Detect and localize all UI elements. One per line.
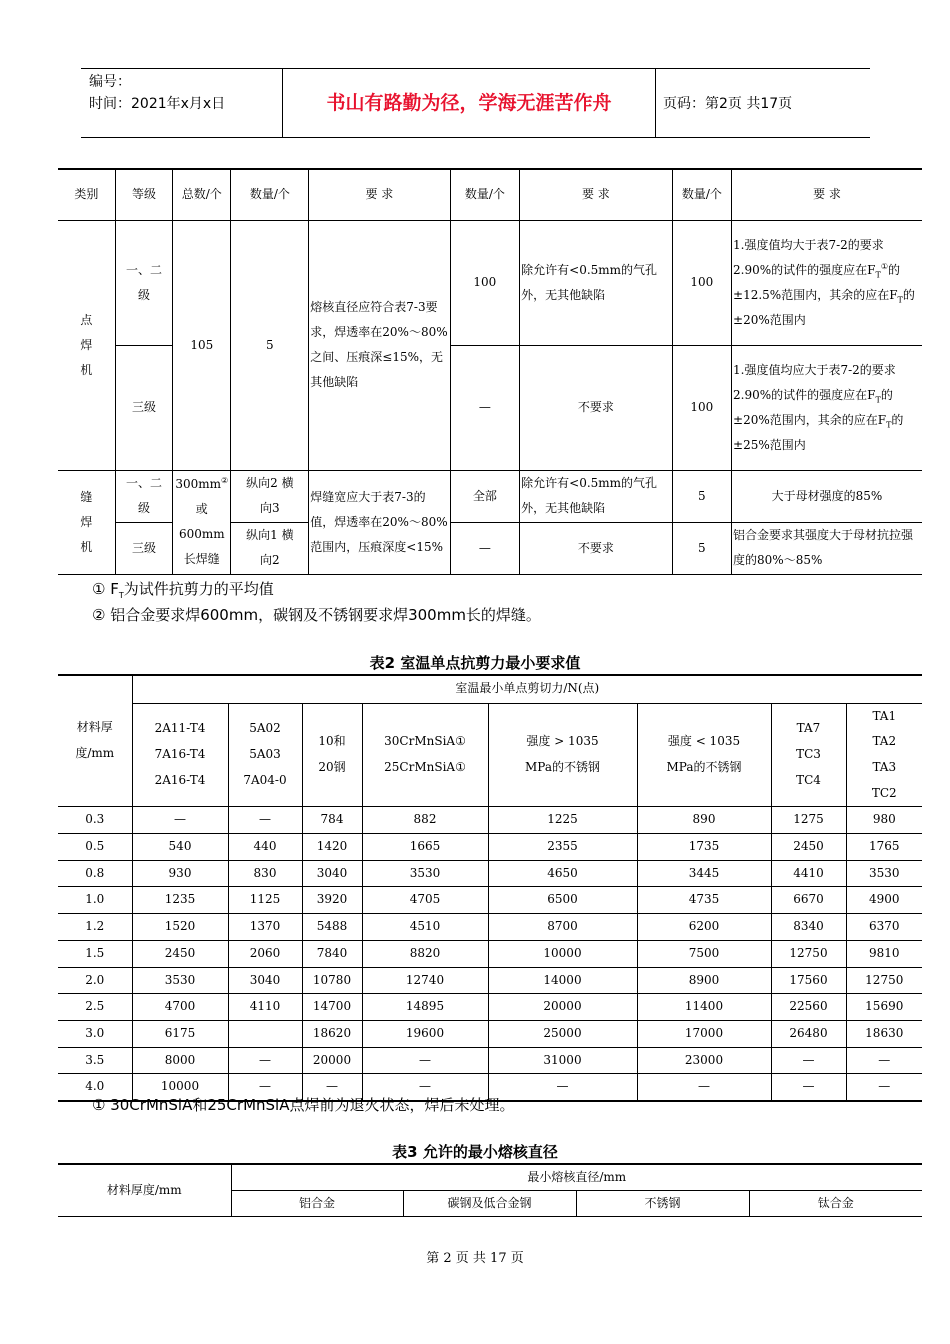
value-cell: 12750 [846, 967, 922, 994]
shear-force-table [58, 674, 922, 1102]
table-row [58, 1020, 922, 1047]
table-note: ② 铝合金要求焊600mm，碳钢及不锈钢要求焊300mm长的焊缝。 [92, 606, 541, 624]
value-cell: — [846, 1074, 922, 1101]
value-cell: 6370 [846, 914, 922, 941]
table-row [58, 834, 922, 861]
value-cell: 4900 [846, 887, 922, 914]
requirement-cell: 不要求 [520, 522, 673, 574]
table-row [58, 887, 922, 914]
header-motto: 书山有路勤为径，学海无涯苦作舟 [282, 69, 656, 137]
value-cell: — [846, 1047, 922, 1074]
grade-cell: 一、二级 [115, 220, 172, 345]
value-cell: 3530 [132, 967, 228, 994]
value-cell: 2450 [771, 834, 846, 861]
group-header-cell: 最小熔核直径/mm [231, 1164, 922, 1191]
text-fragment: 的±20%范围内 [733, 287, 915, 327]
requirement-line [733, 383, 921, 458]
table-row [58, 860, 922, 887]
value-cell: 8900 [637, 967, 771, 994]
value-cell: 20000 [302, 1047, 362, 1074]
header-cell: 要 求 [520, 169, 673, 220]
header-cell: 要 求 [732, 169, 922, 220]
qty-cell: 5 [672, 470, 731, 522]
value-cell: 8820 [362, 940, 488, 967]
total-cell [173, 470, 231, 574]
table-row [58, 940, 922, 967]
qty-cell: 5 [231, 220, 309, 470]
thickness-cell: 2.5 [58, 994, 132, 1021]
value-cell: — [488, 1074, 637, 1101]
row-header-cell: 材料厚度/mm [58, 1164, 231, 1217]
value-cell: — [362, 1047, 488, 1074]
column-header-cell: 碳钢及低合金钢 [403, 1191, 576, 1217]
table-row [58, 994, 922, 1021]
table-header-row [58, 675, 922, 703]
table-body [58, 807, 922, 1101]
value-cell: 15690 [846, 994, 922, 1021]
header-cell: 数量/个 [450, 169, 520, 220]
value-cell: 23000 [637, 1047, 771, 1074]
value-cell: 3445 [637, 860, 771, 887]
page-footer: 第 2 页 共 17 页 [426, 1251, 524, 1266]
value-cell: 890 [637, 807, 771, 834]
requirement-cell: 铝合金要求其强度大于母材抗拉强度的80%～85% [732, 522, 922, 574]
header-cell: 类别 [58, 169, 115, 220]
value-cell: 540 [132, 834, 228, 861]
value-cell: — [228, 807, 302, 834]
requirement-cell: 熔核直径应符合表7-3要求，焊透率在20%～80%之间、压痕深≤15%，无其他缺陷 [309, 220, 450, 470]
grade-cell: 三级 [115, 522, 172, 574]
qty-cell: — [450, 522, 520, 574]
requirement-cell: 除允许有<0.5mm的气孔外，无其他缺陷 [520, 470, 673, 522]
value-cell: 1370 [228, 914, 302, 941]
header-meta [89, 71, 279, 115]
text-fragment: 300mm [175, 477, 222, 491]
value-cell: 22560 [771, 994, 846, 1021]
value-cell: 1520 [132, 914, 228, 941]
column-header-cell: 铝合金 [231, 1191, 403, 1217]
value-cell: 4510 [362, 914, 488, 941]
value-cell: 14000 [488, 967, 637, 994]
date-label: 时间：2021年x月x日 [89, 96, 226, 112]
value-cell: 10000 [132, 1074, 228, 1101]
grade-cell: 一、二级 [115, 470, 172, 522]
number-label: 编号： [89, 74, 131, 90]
table-row [58, 470, 922, 522]
value-cell: 20000 [488, 994, 637, 1021]
table-row [58, 807, 922, 834]
qty-cell: 100 [672, 220, 731, 345]
value-cell: 882 [362, 807, 488, 834]
value-cell: 4735 [637, 887, 771, 914]
table-header-row [58, 1164, 922, 1191]
qty-cell: — [450, 345, 520, 470]
thickness-cell: 0.8 [58, 860, 132, 887]
thickness-cell: 3.0 [58, 1020, 132, 1047]
value-cell: 14895 [362, 994, 488, 1021]
thickness-cell: 3.5 [58, 1047, 132, 1074]
table-header-row [58, 169, 922, 220]
value-cell: 4700 [132, 994, 228, 1021]
column-header-cell: TA1 TA2 TA3 TC2 [846, 703, 922, 807]
value-cell: 1225 [488, 807, 637, 834]
quality-requirements-table [58, 168, 922, 575]
text-fragment: 的±25%范围内 [733, 412, 904, 452]
value-cell: 18620 [302, 1020, 362, 1047]
table2-caption: 表2 室温单点抗剪力最小要求值 [369, 654, 581, 672]
column-header-cell: TA7 TC3 TC4 [771, 703, 846, 807]
value-cell: — [228, 1047, 302, 1074]
qty-cell: 100 [672, 345, 731, 470]
header-cell: 要 求 [309, 169, 450, 220]
subscript: T [875, 394, 881, 404]
header-cell: 总数/个 [173, 169, 231, 220]
thickness-cell: 4.0 [58, 1074, 132, 1101]
header-cell: 数量/个 [231, 169, 309, 220]
value-cell: 6175 [132, 1020, 228, 1047]
value-cell: 980 [846, 807, 922, 834]
value-cell: 1275 [771, 807, 846, 834]
value-cell: 3920 [302, 887, 362, 914]
value-cell: — [228, 1074, 302, 1101]
qty-cell: 纵向1 横向2 [231, 522, 309, 574]
text-fragment: 的±12.5%范围内，其余的应在F [733, 262, 900, 302]
value-cell: 9810 [846, 940, 922, 967]
value-cell: 18630 [846, 1020, 922, 1047]
column-header-cell: 30CrMnSiA① 25CrMnSiA① [362, 703, 488, 807]
value-cell: 1665 [362, 834, 488, 861]
value-cell: 4410 [771, 860, 846, 887]
value-cell [228, 1020, 302, 1047]
value-cell: — [771, 1047, 846, 1074]
value-cell: 19600 [362, 1020, 488, 1047]
page-header [81, 68, 870, 138]
requirement-cell: 除允许有<0.5mm的气孔外，无其他缺陷 [520, 220, 673, 345]
table-row [58, 220, 922, 345]
value-cell: 3040 [228, 967, 302, 994]
value-cell: 26480 [771, 1020, 846, 1047]
requirement-cell: 不要求 [520, 345, 673, 470]
value-cell: 12750 [771, 940, 846, 967]
qty-cell: 纵向2 横向3 [231, 470, 309, 522]
header-cell: 数量/个 [672, 169, 731, 220]
value-cell: 6200 [637, 914, 771, 941]
requirement-line [733, 258, 921, 333]
row-header-cell: 材料厚度/mm [58, 675, 132, 807]
column-header-cell: 5A02 5A03 7A04-0 [228, 703, 302, 807]
value-cell: 7500 [637, 940, 771, 967]
text-fragment: ① F [92, 580, 119, 598]
value-cell: 31000 [488, 1047, 637, 1074]
category-cell: 点焊机 [58, 220, 115, 470]
value-cell: — [132, 807, 228, 834]
superscript: ① [880, 261, 888, 271]
table3-caption: 表3 允许的最小熔核直径 [392, 1143, 558, 1161]
value-cell: 8340 [771, 914, 846, 941]
value-cell: 3530 [846, 860, 922, 887]
column-header-cell: 不锈钢 [576, 1191, 749, 1217]
requirement-cell: 大于母材强度的85% [732, 470, 922, 522]
thickness-cell: 1.2 [58, 914, 132, 941]
subscript: T [875, 269, 881, 279]
value-cell: 17560 [771, 967, 846, 994]
value-cell: 14700 [302, 994, 362, 1021]
text-fragment: 2.90%的试件的强度应在F [733, 262, 876, 277]
table-row [58, 914, 922, 941]
value-cell: 10780 [302, 967, 362, 994]
value-cell: 10000 [488, 940, 637, 967]
column-header-cell: 10和 20钢 [302, 703, 362, 807]
value-cell: — [637, 1074, 771, 1101]
value-cell: 440 [228, 834, 302, 861]
value-cell: 8700 [488, 914, 637, 941]
value-cell: 930 [132, 860, 228, 887]
value-cell: 3040 [302, 860, 362, 887]
value-cell: 3530 [362, 860, 488, 887]
value-cell: 784 [302, 807, 362, 834]
value-cell: — [302, 1074, 362, 1101]
thickness-cell: 0.5 [58, 834, 132, 861]
superscript: ② [221, 476, 229, 485]
value-cell: 1765 [846, 834, 922, 861]
value-cell: 1735 [637, 834, 771, 861]
value-cell: 8000 [132, 1047, 228, 1074]
thickness-cell: 2.0 [58, 967, 132, 994]
value-cell: 25000 [488, 1020, 637, 1047]
requirement-cell [732, 345, 922, 470]
header-cell: 等级 [115, 169, 172, 220]
min-nugget-table [58, 1163, 922, 1217]
table-header-row [58, 703, 922, 807]
column-header-cell: 2A11-T4 7A16-T4 2A16-T4 [132, 703, 228, 807]
value-cell: 4110 [228, 994, 302, 1021]
value-cell: 5488 [302, 914, 362, 941]
thickness-cell: 1.5 [58, 940, 132, 967]
value-cell: 4650 [488, 860, 637, 887]
text-fragment: 或600mm长焊缝 [178, 502, 225, 566]
subscript: T [118, 591, 124, 600]
requirement-cell: 焊缝宽应大于表7-3的值，焊透率在20%～80%范围内，压痕深度<15% [309, 470, 450, 574]
subscript: T [897, 294, 903, 304]
total-cell: 105 [173, 220, 231, 470]
header-page-label: 页码：第2页 共17页 [663, 96, 793, 112]
value-cell: 830 [228, 860, 302, 887]
text-fragment: 的±20%范围内，其余的应在F [733, 387, 893, 427]
table-note: ① 30CrMnSiA和25CrMnSiA点焊前为退火状态，焊后未处理。 [92, 1096, 515, 1114]
value-cell: 2060 [228, 940, 302, 967]
table-note [92, 578, 274, 599]
value-cell: 1420 [302, 834, 362, 861]
value-cell: 6500 [488, 887, 637, 914]
value-cell: 1125 [228, 887, 302, 914]
category-cell: 缝焊机 [58, 470, 115, 574]
value-cell: 17000 [637, 1020, 771, 1047]
value-cell: 4705 [362, 887, 488, 914]
value-cell: 7840 [302, 940, 362, 967]
thickness-cell: 1.0 [58, 887, 132, 914]
group-header-cell: 室温最小单点剪切力/N(点) [132, 675, 922, 703]
requirement-cell [732, 220, 922, 345]
qty-cell: 全部 [450, 470, 520, 522]
grade-cell: 三级 [115, 345, 172, 470]
value-cell: 2355 [488, 834, 637, 861]
value-cell: 6670 [771, 887, 846, 914]
value-cell: — [771, 1074, 846, 1101]
table-row [58, 967, 922, 994]
table-row [58, 1047, 922, 1074]
subscript: T [886, 419, 892, 429]
requirement-line: 1.强度值均应大于表7-2的要求 [733, 362, 896, 377]
value-cell: 11400 [637, 994, 771, 1021]
value-cell: — [362, 1074, 488, 1101]
value-cell: 12740 [362, 967, 488, 994]
text-fragment: 为试件抗剪力的平均值 [123, 580, 274, 598]
qty-cell: 100 [450, 220, 520, 345]
text-fragment: 2.90%的试件的强度应在F [733, 387, 876, 402]
thickness-cell: 0.3 [58, 807, 132, 834]
column-header-cell: 钛合金 [749, 1191, 922, 1217]
requirement-line: 1.强度值均大于表7-2的要求 [733, 237, 884, 252]
value-cell: 1235 [132, 887, 228, 914]
qty-cell: 5 [672, 522, 731, 574]
value-cell: 2450 [132, 940, 228, 967]
column-header-cell: 强度 < 1035 MPa的不锈钢 [637, 703, 771, 807]
column-header-cell: 强度 > 1035 MPa的不锈钢 [488, 703, 637, 807]
